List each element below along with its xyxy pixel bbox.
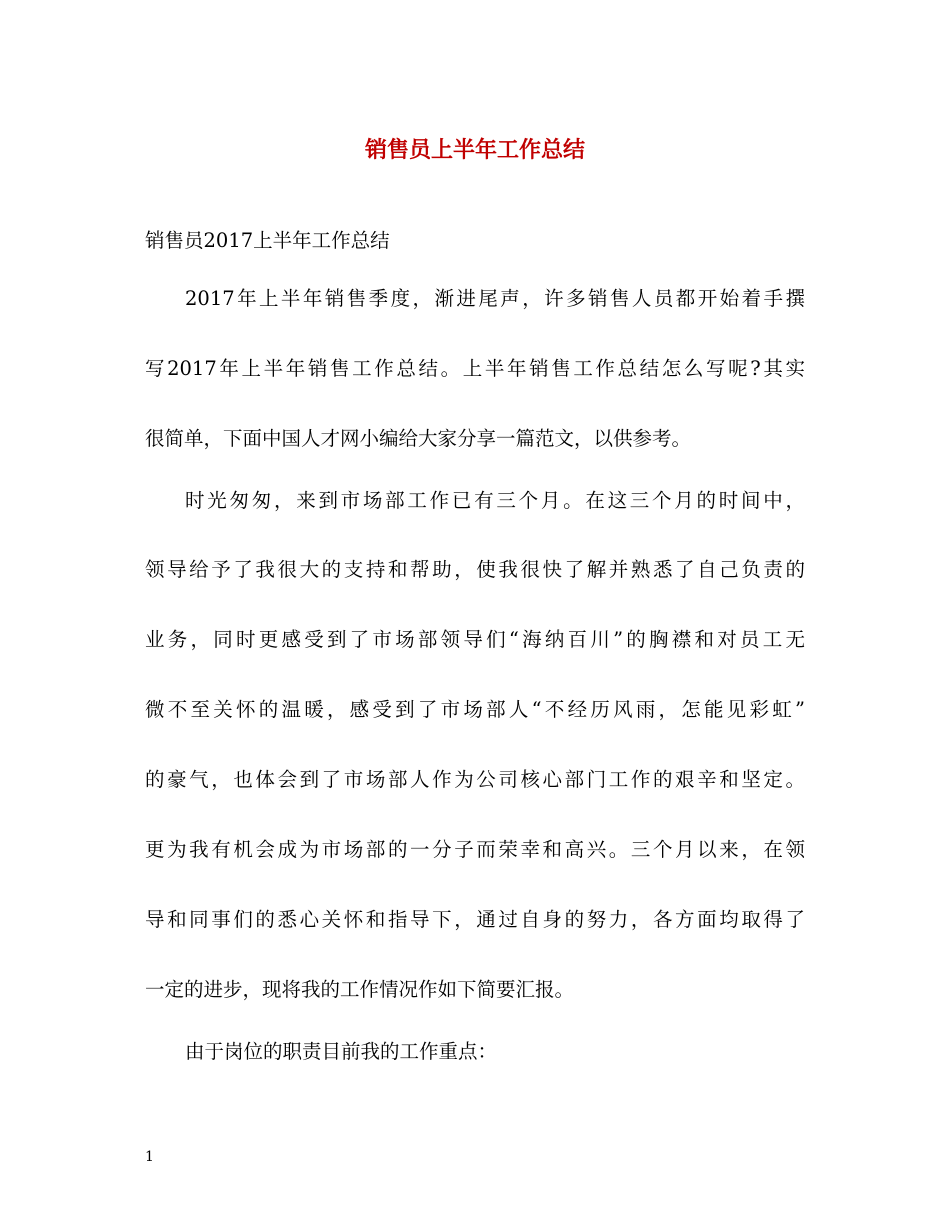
paragraph-line: 由于岗位的职责目前我的工作重点： <box>185 1040 498 1063</box>
paragraph-line: 的豪气，也体会到了市场部人作为公司核心部门工作的艰辛和坚定。 <box>145 768 805 791</box>
paragraph-line: 微不至关怀的温暖，感受到了市场部人“不经历风雨，怎能见彩虹” <box>145 698 805 721</box>
paragraph-line: 很简单，下面中国人才网小编给大家分享一篇范文，以供参考。 <box>145 427 692 450</box>
document-title: 销售员上半年工作总结 <box>364 137 585 163</box>
paragraph-line: 一定的进步，现将我的工作情况作如下简要汇报。 <box>145 978 575 1001</box>
paragraph-line: 2017年上半年销售季度，渐进尾声，许多销售人员都开始着手撰 <box>185 287 805 310</box>
paragraph-line: 更为我有机会成为市场部的一分子而荣幸和高兴。三个月以来，在领 <box>145 838 805 861</box>
page-number: 1 <box>145 1149 154 1165</box>
document-subtitle: 销售员2017上半年工作总结 <box>145 229 390 252</box>
paragraph-line: 时光匆匆，来到市场部工作已有三个月。在这三个月的时间中， <box>185 489 805 512</box>
paragraph-line: 导和同事们的悉心关怀和指导下，通过自身的努力，各方面均取得了 <box>145 908 805 931</box>
paragraph-line: 业务，同时更感受到了市场部领导们“海纳百川”的胸襟和对员工无 <box>145 628 805 651</box>
paragraph-line: 领导给予了我很大的支持和帮助，使我很快了解并熟悉了自己负责的 <box>145 558 805 581</box>
paragraph-line: 写2017年上半年销售工作总结。上半年销售工作总结怎么写呢?其实 <box>145 357 805 380</box>
